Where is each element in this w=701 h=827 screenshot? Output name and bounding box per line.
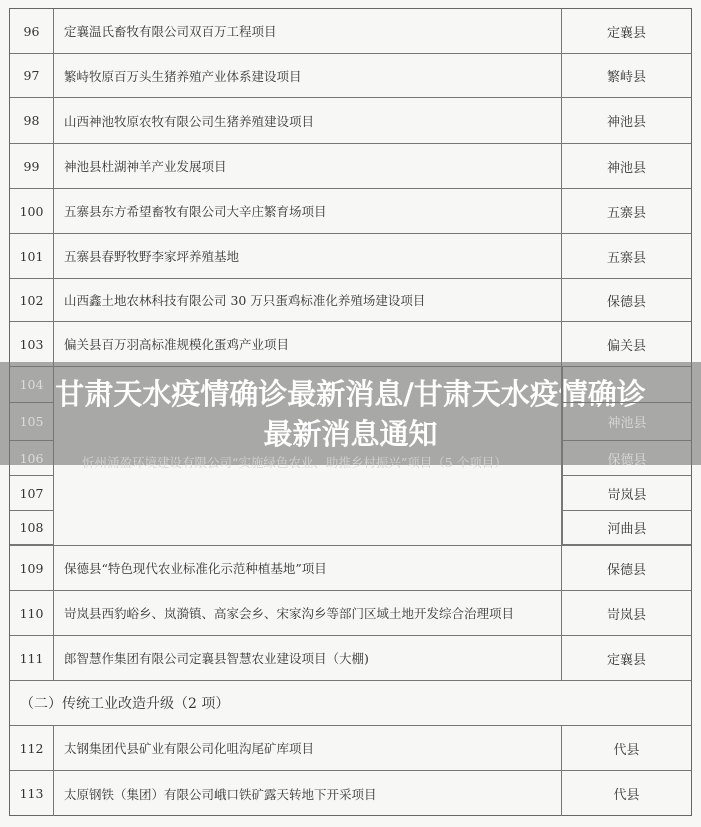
project-table xyxy=(9,8,692,816)
county: 五寨县 xyxy=(606,205,646,221)
table-row xyxy=(10,279,691,322)
county: 保德县 xyxy=(606,562,646,578)
table-row xyxy=(10,726,691,771)
project-name: 神池县杜湖神羊产业发展项目 xyxy=(54,144,562,188)
section-header: （二）传统工业改造升级（2 项） xyxy=(10,681,691,726)
row-number: 111 xyxy=(10,636,54,680)
row-number: 102 xyxy=(10,279,54,321)
row-number: 113 xyxy=(10,771,54,816)
county xyxy=(562,367,691,403)
county: 神池县 xyxy=(606,115,646,130)
table-row xyxy=(10,189,691,234)
project-name: 偏关县百万羽高标准规模化蛋鸡产业项目 xyxy=(54,322,562,366)
table-row xyxy=(10,144,691,189)
row-number: 103 xyxy=(10,322,54,366)
row-number: 112 xyxy=(10,726,54,770)
row-number: 96 xyxy=(10,9,54,53)
county: 繁峙县 xyxy=(606,70,646,85)
table-row xyxy=(10,771,691,816)
county: 神池县 xyxy=(606,160,646,176)
project-name: 山西神池牧原农牧有限公司生猪养殖建设项目 xyxy=(54,98,562,143)
table-row xyxy=(10,322,691,367)
row-number: 100 xyxy=(10,189,54,233)
table-row xyxy=(10,234,691,279)
county: 岢岚县 xyxy=(606,607,646,623)
project-name: 岢岚县西豹峪乡、岚漪镇、高家会乡、宋家沟乡等部门区域土地开发综合治理项目 xyxy=(54,591,562,635)
banner-title: 甘肃天水疫情确诊最新消息/甘肃天水疫情确诊最新消息通知 xyxy=(55,376,646,451)
county: 神池县 xyxy=(562,403,691,441)
table-row xyxy=(10,9,691,54)
county: 河曲县 xyxy=(562,511,691,545)
county: 岢岚县 xyxy=(562,476,691,511)
project-name: 保德县“特色现代农业标准化示范种植基地”项目 xyxy=(54,546,562,590)
table-row xyxy=(10,98,691,144)
merged-project-name: 忻州涌盈环境建设有限公司“实施绿色农业、助推乡村振兴”项目（5 个项目） xyxy=(54,367,562,546)
project-name: 五寨县东方希望畜牧有限公司大辛庄繁育场项目 xyxy=(54,189,562,233)
row-number: 108 xyxy=(10,511,54,545)
row-number: 110 xyxy=(10,591,54,635)
project-name: 五寨县春野牧野李家坪养殖基地 xyxy=(54,234,562,278)
table-row xyxy=(10,546,691,591)
project-name: 太钢集团代县矿业有限公司化咀沟尾矿库项目 xyxy=(54,726,562,770)
county: 偏关县 xyxy=(606,338,646,354)
project-name: 繁峙牧原百万头生猪养殖产业体系建设项目 xyxy=(54,54,562,97)
row-number: 98 xyxy=(10,98,54,143)
project-name: 定襄温氏畜牧有限公司双百万工程项目 xyxy=(54,9,562,53)
county: 保德县 xyxy=(606,294,646,310)
row-number: 109 xyxy=(10,546,54,590)
table-row xyxy=(10,636,691,681)
county: 代县 xyxy=(613,788,640,803)
county: 代县 xyxy=(613,742,640,758)
county: 五寨县 xyxy=(606,250,646,266)
project-name: 太原钢铁（集团）有限公司峨口铁矿露天转地下开采项目 xyxy=(54,771,562,816)
project-name: 郎智慧作集团有限公司定襄县智慧农业建设项目（大棚) xyxy=(54,636,562,680)
row-number: 107 xyxy=(10,476,54,511)
table-row xyxy=(10,591,691,636)
row-number: 97 xyxy=(10,54,54,97)
row-number: 101 xyxy=(10,234,54,278)
row-number: 105 xyxy=(10,403,54,441)
project-name: 山西鑫土地农林科技有限公司 30 万只蛋鸡标准化养殖场建设项目 xyxy=(54,279,562,321)
county: 定襄县 xyxy=(606,25,646,41)
row-number: 99 xyxy=(10,144,54,188)
county: 保德县 xyxy=(562,441,691,476)
table-row xyxy=(10,54,691,98)
county: 定襄县 xyxy=(606,652,646,668)
row-number: 106 xyxy=(10,441,54,476)
row-number: 104 xyxy=(10,367,54,403)
